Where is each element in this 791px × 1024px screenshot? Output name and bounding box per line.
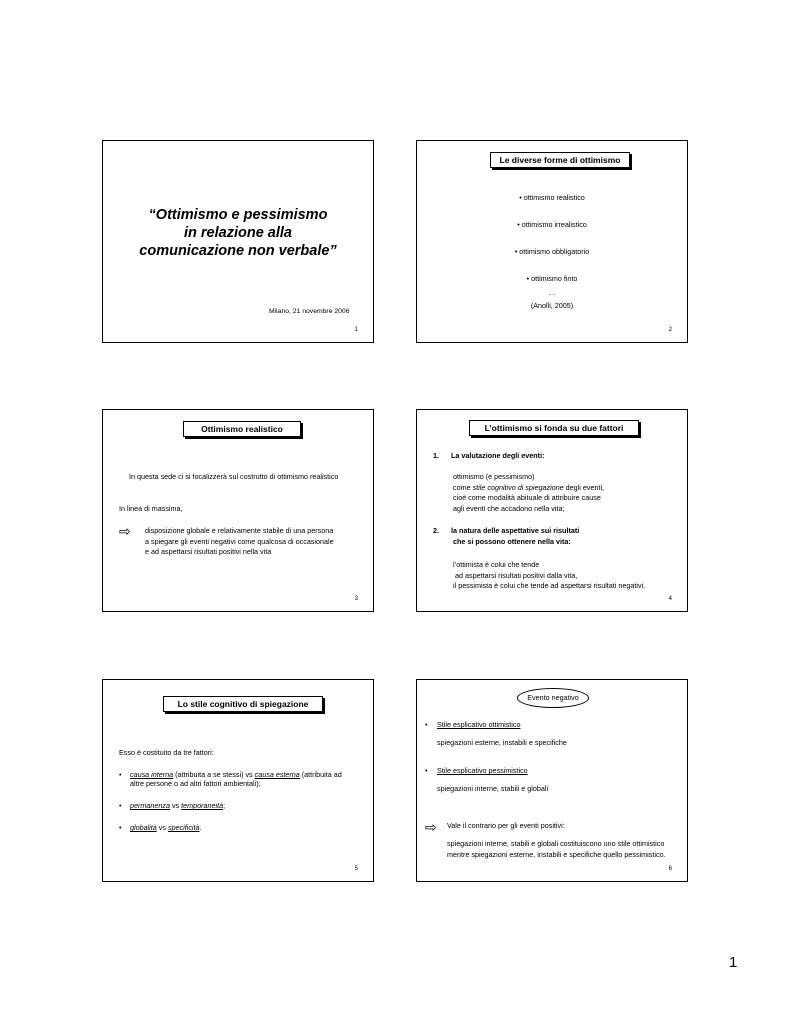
slide-5-intro: Esso è costituito da tre fattori: [119, 748, 214, 757]
slide-3-line: In linea di massima, [119, 504, 183, 513]
slide-6 [416, 679, 688, 882]
slide-6-bullet-1-sub: spiegazioni esterne, instabili e specifiche [437, 738, 567, 747]
slide-number: 3 [354, 596, 358, 602]
slide-5 [102, 679, 374, 882]
slide-3 [102, 409, 374, 612]
page-number: 1 [729, 954, 738, 971]
slide-6-conclusion: spiegazioni interne, stabili e globali costituiscono uno stile ottimistico mentre spiegazioni esterne, instabili e specifiche quello pessimistico. [447, 839, 666, 859]
slide-4-title: L’ottimismo si fonda su due fattori [469, 420, 639, 436]
slide-3-arrow-text: disposizione globale e relativamente stabile di una persona a spiegare gli eventi negativi come qualcosa di occasionale e ad aspettarsi risultati positivi nella vita [145, 526, 334, 556]
bullet-icon: • [119, 823, 122, 832]
point-1-body: ottimismo (e pessimismo) come stile cognitivo di spiegazione degli eventi, cioè come modalità abituale di attribuire cause agli eventi che accadono nella vita; [453, 472, 605, 513]
slide-6-bullet-2-sub: spiegazioni interne, stabili e globali [437, 784, 549, 793]
list-item: • ottimismo finto [526, 274, 578, 283]
bullet-icon: • [119, 801, 122, 810]
bullet-icon: • [425, 720, 428, 729]
arrow-icon: ⇨ [425, 819, 437, 835]
slide-number: 5 [354, 866, 358, 872]
point-1-number: 1. [433, 451, 439, 460]
list-item: • ottimismo obbligatorio [514, 247, 590, 256]
slide-3-intro: In questa sede ci si focalizzerà sul costrutto di ottimismo realistico [129, 472, 339, 481]
slide-number: 1 [354, 327, 358, 333]
slide-number: 6 [668, 866, 672, 872]
slide-1 [102, 140, 374, 343]
arrow-icon: ⇨ [119, 523, 131, 539]
slide-4 [416, 409, 688, 612]
bullet-icon: • [119, 770, 122, 779]
slide-2 [416, 140, 688, 343]
slide-6-arrow-text: Vale il contrario per gli eventi positivi: [447, 821, 565, 830]
slide-6-title: Evento negativo [517, 688, 589, 708]
slide-2-title: Le diverse forme di ottimismo [490, 152, 630, 168]
point-2-heading: la natura delle aspettative sui risultati che si possono ottenere nella vita: [451, 526, 580, 546]
slide-6-bullet-2: Stile esplicativo pessimistico [437, 766, 528, 775]
list-item: • ottimismo realistico [519, 193, 585, 202]
slide-number: 2 [668, 327, 672, 333]
slide-6-bullet-1: Stile esplicativo ottimistico [437, 720, 521, 729]
slide-3-title: Ottimismo realistico [183, 421, 301, 437]
slide-5-title: Lo stile cognitivo di spiegazione [163, 696, 323, 712]
slide-1-title: “Ottimismo e pessimismo in relazione alla comunicazione non verbale” [139, 207, 337, 259]
citation: (Anolli, 2005) [530, 301, 574, 310]
slide-2-list [417, 193, 687, 310]
point-2-body: l’ottimista è colui che tende ad aspettarsi risultati positivi dalla vita, il pessimista è colui che tende ad aspettarsi risultati negativi. [453, 560, 646, 590]
slide-5-bullet-3: globalità vs specificità. [130, 823, 202, 832]
point-2-number: 2. [433, 526, 439, 535]
ellipsis: … [548, 288, 556, 297]
list-item: • ottimismo irrealistico [517, 220, 587, 229]
bullet-icon: • [425, 766, 428, 775]
slide-5-bullet-1: causa interna (attribuita a se stessi) vs causa esterna (attribuita ad altre persone o ad altri fattori ambientali); [130, 770, 342, 788]
slide-number: 4 [668, 596, 672, 602]
point-1-heading: La valutazione degli eventi: [451, 451, 545, 460]
slide-1-date: Milano, 21 novembre 2006 [269, 308, 350, 315]
slide-5-bullet-2: permanenza vs temporaneità; [130, 801, 226, 810]
